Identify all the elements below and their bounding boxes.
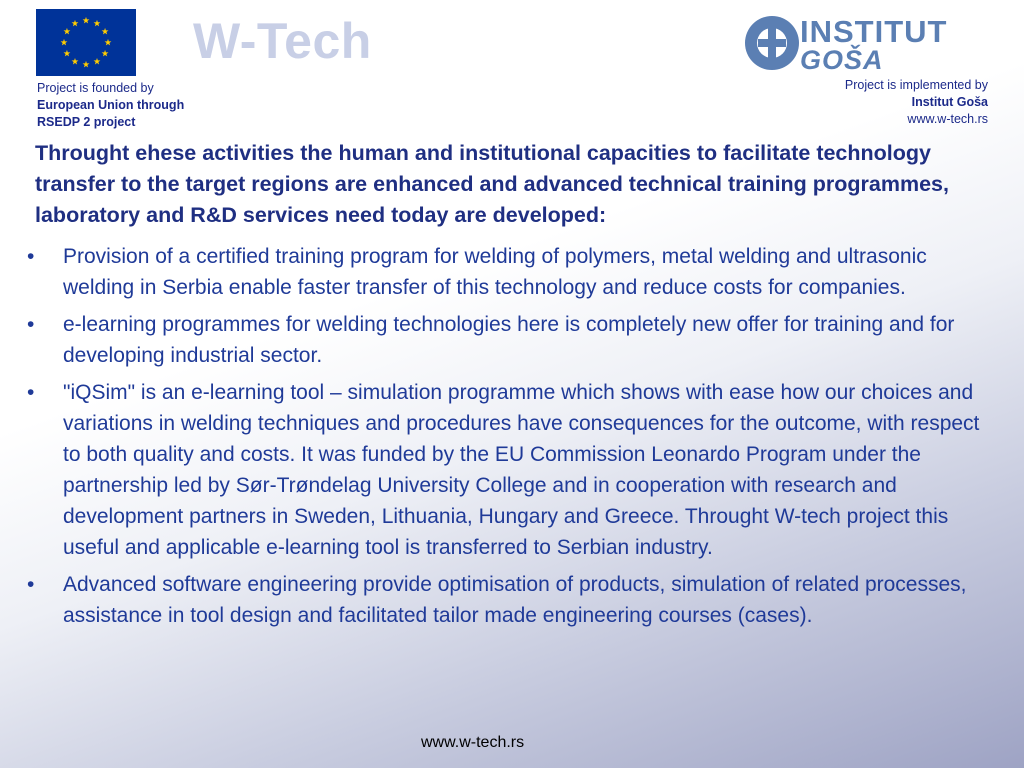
eu-star-icon <box>61 39 68 46</box>
implemented-line-1: Project is implemented by <box>844 78 988 92</box>
implemented-by-note <box>845 77 988 128</box>
logo-text-top: INSTITUT <box>800 14 948 49</box>
founded-by-note <box>37 80 184 131</box>
founded-line-1: Project is founded by <box>37 81 154 95</box>
list-item <box>22 309 1002 371</box>
footer-url: www.w-tech.rs <box>421 734 525 751</box>
bullet-text: "iQSim" is an e-learning tool – simulation programme which shows with ease how our choices and variations in welding techniques and procedures have consequences for the outcome, with respect to both quality and costs. It was funded by the EU Commission Leonardo Program under the partnership led by Sør-Trøndelag University College and in cooperation with research and development partners in Sweden, Lithuania, Hungary and Greece. Throught W-tech project this useful and applicable e-learning tool is transferred to Serbian industry. <box>63 381 980 559</box>
implemented-url: www.w-tech.rs <box>907 112 988 126</box>
bullet-text: e-learning programmes for welding technologies here is completely new offer for training and for developing industrial sector. <box>63 313 955 367</box>
eu-flag-icon <box>36 9 136 76</box>
founded-line-3: RSEDP 2 project <box>37 115 136 129</box>
bullet-text: Provision of a certified training program for welding of polymers, metal welding and ultrasonic welding in Serbia enable faster transfer of this technology and reduce costs for companies. <box>63 245 927 299</box>
eu-star-icon <box>83 17 90 24</box>
eu-star-icon <box>94 20 101 27</box>
list-item <box>22 241 1002 303</box>
bullet-icon: • <box>27 313 35 336</box>
list-item <box>22 569 1002 631</box>
implemented-line-2: Institut Goša <box>911 95 988 109</box>
eu-star-icon <box>64 28 71 35</box>
bullet-icon: • <box>27 381 35 404</box>
eu-star-icon <box>102 28 109 35</box>
headline: Throught ehese activities the human and institutional capacities to facilitate technology transfer to the target regions are enhanced and advanced technical training programmes, laboratory and R&D services need today are developed: <box>35 141 949 227</box>
eu-star-icon <box>83 61 90 68</box>
bullet-list <box>22 241 1002 637</box>
eu-star-icon <box>102 50 109 57</box>
eu-star-icon <box>64 50 71 57</box>
eu-star-icon <box>72 58 79 65</box>
eu-star-icon <box>94 58 101 65</box>
founded-line-2: European Union through <box>37 98 185 112</box>
wtech-watermark-title: W-Tech <box>193 13 372 69</box>
bullet-text: Advanced software engineering provide optimisation of products, simulation of related processes, assistance in tool design and facilitated tailor made engineering courses (cases). <box>63 573 967 627</box>
eu-star-icon <box>105 39 112 46</box>
logo-text-bottom: GOŠA <box>800 45 884 74</box>
eu-star-icon <box>72 20 79 27</box>
list-item <box>22 377 1002 563</box>
institut-gosa-logo <box>740 12 996 74</box>
bullet-icon: • <box>27 573 35 596</box>
bullet-icon: • <box>27 245 35 268</box>
